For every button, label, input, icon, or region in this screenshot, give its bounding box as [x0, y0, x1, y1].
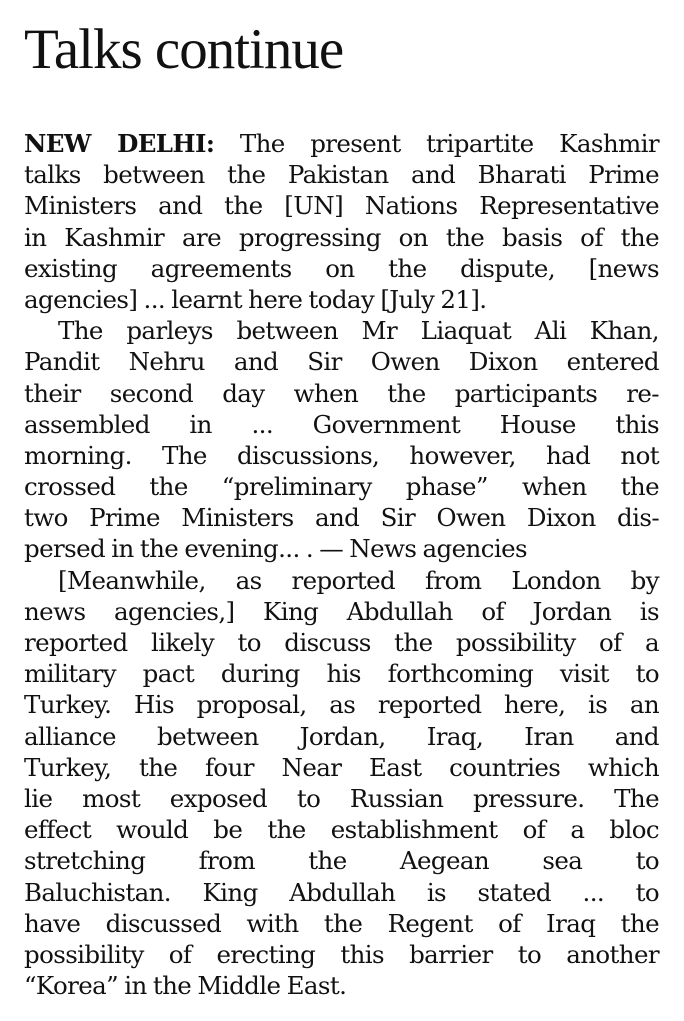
text-line: effect would be the establishment of a bloc — [24, 815, 659, 845]
text-line: have discussed with the Regent of Iraq the — [24, 908, 659, 938]
text-line: lie most exposed to Russian pressure. The — [24, 783, 659, 813]
text-line: Turkey. His proposal, as reported here, is an — [24, 690, 659, 720]
text-line: reported likely to discuss the possibility of a — [24, 628, 659, 657]
text-line: military pact during his forthcoming visit to — [24, 659, 659, 689]
text-line: talks between the Pakistan and Bharati Prime — [24, 160, 659, 190]
text-line: their second day when the participants re- — [24, 378, 659, 408]
text-line: “Korea” in the Middle East. — [24, 971, 347, 1001]
text-line: two Prime Ministers and Sir Owen Dixon dis- — [24, 503, 659, 533]
text-line: Baluchistan. King Abdullah is stated ... to — [24, 877, 659, 907]
text-line: stretching from the Aegean sea to — [24, 846, 659, 876]
text-line: alliance between Jordan, Iraq, Iran and — [24, 721, 659, 751]
text-line: Ministers and the [UN] Nations Representative — [24, 191, 659, 221]
text-line: in Kashmir are progressing on the basis of the — [24, 222, 659, 252]
text-line: existing agreements on the dispute, [news — [24, 253, 659, 283]
text-line: Turkey, the four Near East countries which — [24, 752, 659, 782]
paragraph — [24, 128, 659, 315]
headline: Talks continue — [24, 18, 344, 81]
text-line-content: The present tripartite Kashmir — [214, 129, 659, 158]
text-line: The parleys between Mr Liaquat Ali Khan, — [58, 316, 659, 346]
text-line: agencies] ... learnt here today [July 21]. — [24, 284, 487, 314]
text-line: news agencies,] King Abdullah of Jordan is — [24, 596, 659, 626]
text-line: Pandit Nehru and Sir Owen Dixon entered — [24, 347, 659, 377]
text-line: [Meanwhile, as reported from London by — [58, 565, 659, 595]
dateline: NEW DELHI: — [24, 129, 215, 158]
paragraph — [24, 315, 659, 565]
article-body — [24, 128, 659, 1001]
text-line: crossed the “preliminary phase” when the — [24, 472, 659, 502]
text-line: assembled in ... Government House this — [24, 409, 659, 439]
paragraph — [24, 565, 659, 1002]
text-line: persed in the evening... . — News agencies — [24, 534, 527, 564]
text-line: possibility of erecting this barrier to another — [24, 939, 659, 969]
text-line: morning. The discussions, however, had not — [24, 440, 659, 470]
text-line — [24, 128, 659, 159]
